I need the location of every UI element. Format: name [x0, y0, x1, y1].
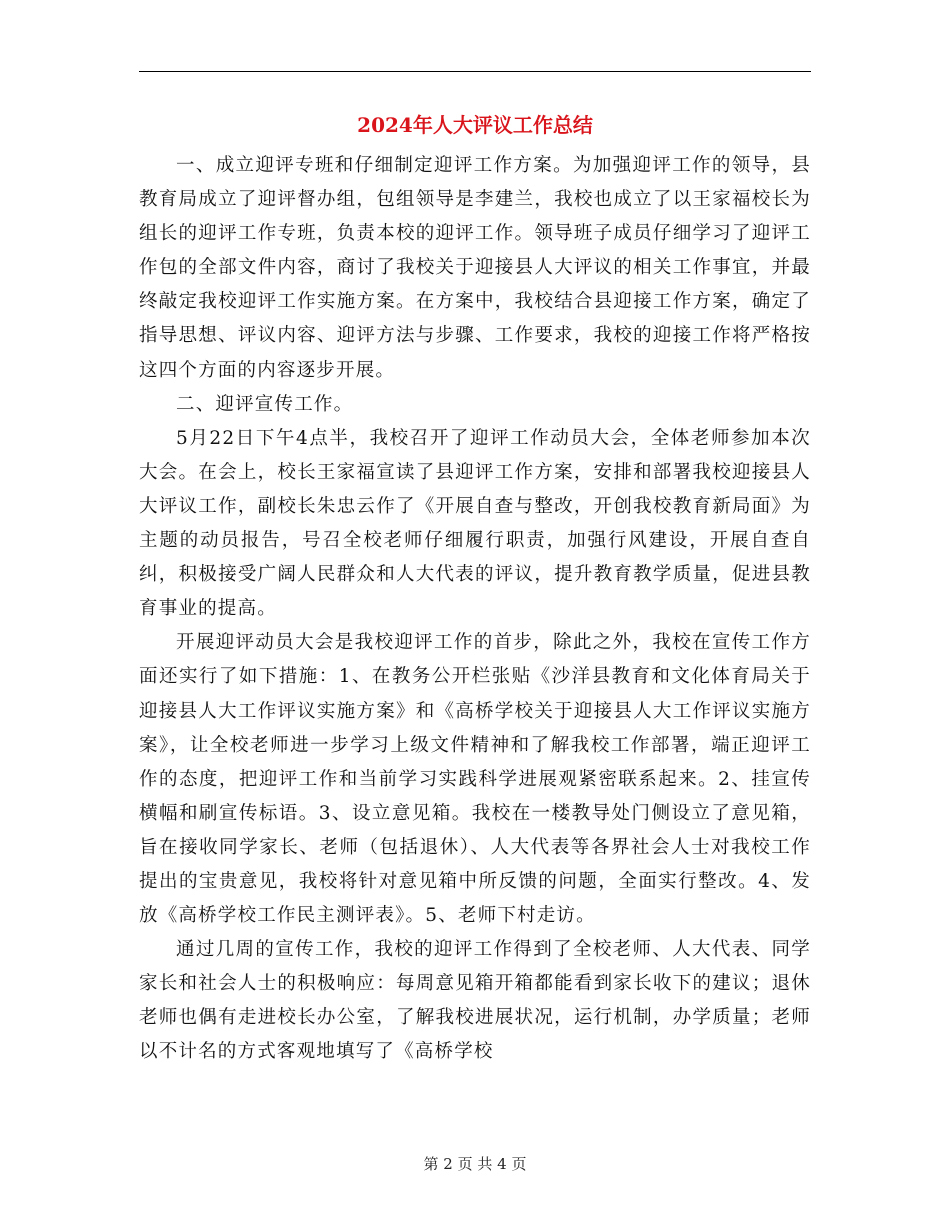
body-paragraph-2: 二、迎评宣传工作。 — [176, 393, 354, 415]
header-rule — [139, 71, 811, 72]
document-body — [139, 149, 811, 1070]
body-paragraph-3: 5月22日下午4点半，我校召开了迎评工作动员大会，全体老师参加本次大会。在会上，校长王家福宣读了县迎评工作方案，安排和部署我校迎接县人大评议工作，副校长朱忠云作了《开展自查与整改，开创我校教育新局面》为主题的动员报告，号召全校老师仔细履行职责，加强行风建设，开展自查自纠，积极接受广阔人民群众和人大代表的评议，提升教育教学质量，促进县教育事业的提高。 — [139, 427, 811, 620]
body-paragraph-5: 通过几周的宣传工作，我校的迎评工作得到了全校老师、人大代表、同学家长和社会人士的积极响应：每周意见箱开箱都能看到家长收下的建议；退休老师也偶有走进校长办公室，了解我校进展状况，运行机制，办学质量；老师以不计名的方式客观地填写了《高桥学校 — [139, 939, 811, 1063]
body-paragraph-1: 一、成立迎评专班和仔细制定迎评工作方案。为加强迎评工作的领导，县教育局成立了迎评督办组，包组领导是李建兰，我校也成立了以王家福校长为组长的迎评工作专班，负责本校的迎评工作。领导班子成员仔细学习了迎评工作包的全部文件内容，商讨了我校关于迎接县人大评议的相关工作事宜，并最终敲定我校迎评工作实施方案。在方案中，我校结合县迎接工作方案，确定了指导思想、评议内容、迎评方法与步骤、工作要求，我校的迎接工作将严格按这四个方面的内容逐步开展。 — [139, 155, 811, 381]
body-paragraph-4: 开展迎评动员大会是我校迎评工作的首步，除此之外，我校在宣传工作方面还实行了如下措施：1、在教务公开栏张贴《沙洋县教育和文化体育局关于迎接县人大工作评议实施方案》和《高桥学校关于迎接县人大工作评议实施方案》，让全校老师进一步学习上级文件精神和了解我校工作部署，端正迎评工作的态度，把迎评工作和当前学习实践科学进展观紧密联系起来。2、挂宣传横幅和刷宣传标语。3、设立意见箱。我校在一楼教导处门侧设立了意见箱，旨在接收同学家长、老师（包括退休）、人大代表等各界社会人士对我校工作提出的宝贵意见，我校将针对意见箱中所反馈的问题，全面实行整改。4、发放《高桥学校工作民主测评表》。5、老师下村走访。 — [139, 632, 811, 927]
page-footer — [0, 1153, 950, 1175]
footer-current-page: 2 — [443, 1155, 453, 1173]
footer-total-pages: 4 — [497, 1155, 507, 1173]
footer-prefix: 第 — [423, 1155, 439, 1173]
footer-suffix: 页 — [511, 1155, 527, 1173]
document-title: 2024年人大评议工作总结 — [357, 113, 593, 137]
footer-middle: 页 共 — [457, 1155, 493, 1173]
